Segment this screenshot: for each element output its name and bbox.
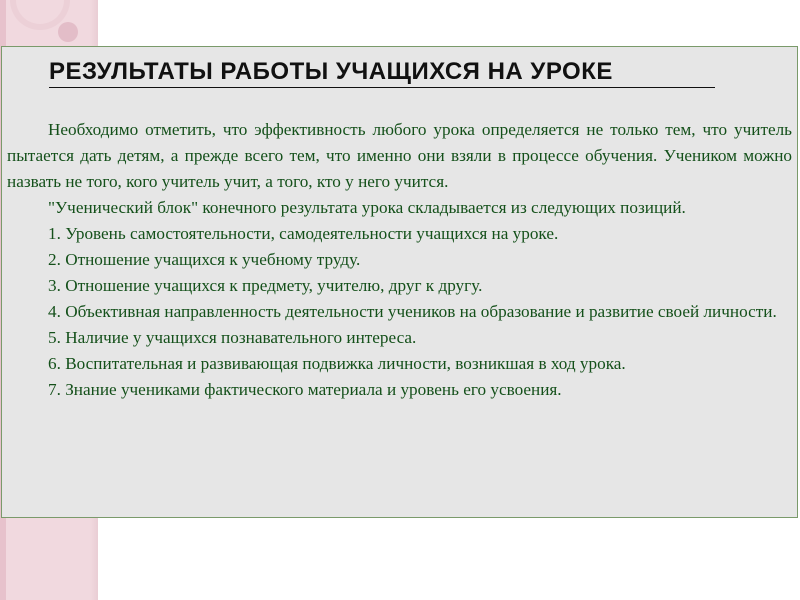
slide-body [7, 117, 792, 403]
decorative-dot [58, 22, 78, 42]
list-item: 6. Воспитательная и развивающая подвижка личности, возникшая в ход урока. [48, 354, 626, 373]
paragraph-intro: Необходимо отметить, что эффективность любого урока определяется не только тем, что учитель пытается дать детям, а прежде всего тем, что именно они взяли в процессе обучения. Учеником можно назвать не того, кого учитель учит, а того, кто у него учится. [7, 120, 792, 191]
list-item: 3. Отношение учащихся к предмету, учителю, друг к другу. [48, 276, 483, 295]
list-item: 4. Объективная направленность деятельности учеников на образование и развитие своей личности. [48, 302, 777, 321]
title-underline [49, 87, 715, 88]
list-item: 1. Уровень самостоятельности, самодеятельности учащихся на уроке. [48, 224, 559, 243]
slide-title: РЕЗУЛЬТАТЫ РАБОТЫ УЧАЩИХСЯ НА УРОКЕ [49, 58, 613, 85]
list-item: 2. Отношение учащихся к учебному труду. [48, 250, 361, 269]
list-item: 7. Знание учениками фактического материала и уровень его усвоения. [48, 380, 562, 399]
list-item: 5. Наличие у учащихся познавательного интереса. [48, 328, 417, 347]
paragraph-block: "Ученический блок" конечного результата урока складывается из следующих позиций. [48, 198, 686, 217]
